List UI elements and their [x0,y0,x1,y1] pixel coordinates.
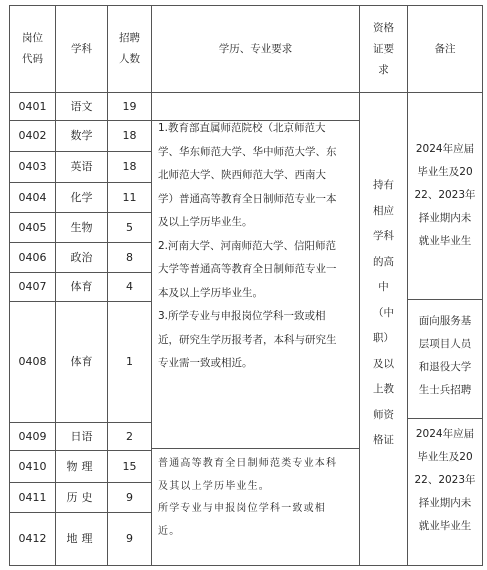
req-line: 学、华东师范大学、华中师范大学、东 [158,145,337,158]
req-line: 大学等普通高等教育全日制师范专业一 [158,263,337,275]
note-line: 就业毕业生 [418,520,472,532]
req-line: 2.河南大学、河南师范大学、信阳师范 [158,239,337,252]
header-cert-line2: 证要 [373,42,394,55]
note-line: 生士兵招聘 [418,384,472,396]
note-line: 就业毕业生 [418,235,472,247]
cert-line: 格证 [373,434,394,446]
certificate-requirement [360,173,407,454]
note-line: 面向服务基 [418,315,472,327]
row-count: 2 [126,429,133,443]
row-count: 5 [126,220,133,234]
header-cert-line1: 资格 [373,21,394,34]
header-code-line1: 岗位 [22,32,43,44]
req-line: 学）普通高等教育全日制师范专业一本 [158,192,337,205]
note-line: 择业期内未 [418,497,472,509]
req-line: 所学专业与申报岗位学科一致或相 [158,503,326,514]
row-code: 0411 [18,490,47,504]
row-count: 4 [126,280,133,293]
req-line: 普通高等教育全日制师范类专业本科 [158,458,338,469]
row-count: 1 [126,355,133,368]
row-subject: 物理 [66,459,97,473]
req-line: 北师范大学、陕西师范大学、西南大 [158,169,326,181]
note-line: 毕业生及20 [417,166,473,178]
row-count: 19 [122,99,137,113]
req-line: 1.教育部直属师范院校（北京师范大 [158,122,326,134]
req-line: 及以上学历毕业生。 [158,216,253,228]
req-line: 3.所学专业与申报岗位学科一致或相 [158,310,326,322]
cert-line: 及以 [373,357,394,370]
row-count: 9 [126,532,133,545]
row-code: 0405 [18,220,47,234]
note-line: 层项目人员 [418,338,472,350]
header-requirements [152,6,359,92]
row-subject: 地理 [66,532,97,545]
req-line: 近，研究生学历报考者，本科与研究生 [158,333,337,346]
requirements-upper [158,117,356,376]
note-middle [408,310,482,402]
req-line: 及其以上学历毕业生。 [158,480,270,492]
requirements-lower [158,453,356,543]
cert-line: 师资 [373,408,394,421]
cert-line: 职） [373,332,394,344]
note-line: 择业期内未 [418,212,472,224]
cert-line: 中 [378,281,389,293]
note-line: 22、2023年 [414,474,476,486]
row-subject: 数学 [70,129,93,142]
header-position-code [10,6,55,92]
row-subject: 体育 [70,355,93,368]
row-subject: 英语 [70,160,93,173]
header-subject-label: 学科 [71,42,92,55]
row-code: 0402 [18,129,47,142]
row-count: 15 [122,459,137,473]
header-certificate [360,6,407,92]
row-subject: 日语 [70,429,93,443]
row-count: 18 [122,160,137,173]
cert-line: 的高 [373,255,394,268]
header-req-label: 学历、专业要求 [218,42,293,55]
cert-line: 相应 [373,204,394,217]
row-code: 0409 [18,429,47,443]
header-recruit-count [108,6,151,92]
req-line: 本及以上学历毕业生。 [158,286,263,299]
row-code: 0403 [18,160,47,173]
note-line: 毕业生及20 [417,451,473,463]
header-note [408,6,482,92]
header-subject [56,6,107,92]
row-subject: 历史 [66,490,97,504]
header-note-label: 备注 [434,42,456,55]
cert-line: 上教 [373,383,394,395]
header-count-line1: 招聘 [119,32,140,44]
row-subject: 语文 [70,99,93,113]
row-code: 0407 [18,280,47,293]
row-subject: 生物 [70,220,93,234]
cert-line: 学科 [373,230,394,242]
row-subject: 政治 [70,250,93,264]
note-line: 和退役大学 [418,361,472,373]
note-upper [408,138,482,253]
row-count: 18 [122,129,137,142]
row-count: 8 [126,250,133,264]
header-count-line2: 人数 [119,53,140,65]
note-line: 22、2023年 [414,189,476,201]
row-code: 0410 [18,459,47,473]
cert-line: 持有 [373,179,394,191]
cert-line: （中 [373,306,394,319]
row-code: 0412 [18,532,47,545]
row-count: 9 [126,490,133,504]
row-subject: 体育 [70,280,93,293]
req-line: 近。 [158,525,181,537]
header-code-line2: 代码 [22,53,43,65]
row-count: 11 [122,190,137,204]
note-line: 2024年应届 [415,143,475,155]
row-code: 0404 [18,190,47,204]
row-code: 0406 [18,250,47,264]
req-line: 专业需一致或相近。 [158,357,253,369]
header-cert-line3: 求 [378,63,389,76]
row-subject: 化学 [70,190,93,204]
note-lower [408,423,482,538]
row-code: 0408 [18,355,47,368]
row-code: 0401 [18,99,47,113]
note-line: 2024年应届 [415,428,475,440]
